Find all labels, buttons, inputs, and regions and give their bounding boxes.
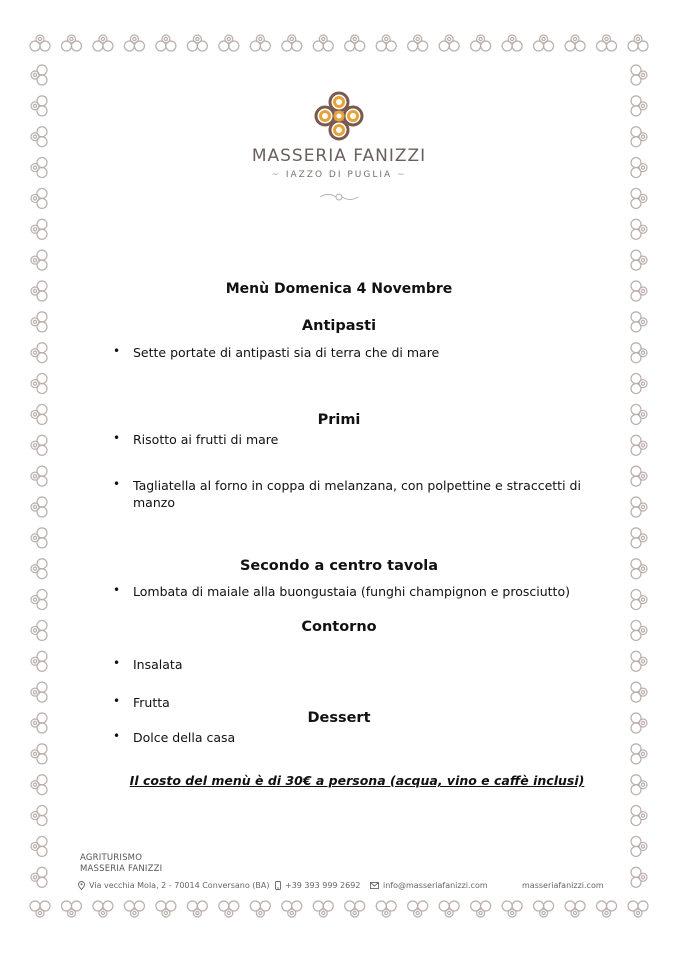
- border-motif-icon: [187, 901, 207, 917]
- footer-phone-text: +39 393 999 2692: [285, 881, 361, 890]
- border-motif-icon: [631, 651, 647, 671]
- section-heading-dessert: Dessert: [307, 710, 371, 726]
- location-pin-icon: [78, 881, 85, 890]
- swash-left-icon: ~: [271, 170, 281, 180]
- border-motif-icon: [219, 901, 239, 917]
- footer-website[interactable]: masseriafanizzi.com: [522, 881, 604, 890]
- menu-item: Frutta: [133, 695, 170, 710]
- border-motif-icon: [250, 35, 270, 51]
- border-motif-icon: [534, 35, 554, 51]
- footer-phone: [275, 881, 360, 890]
- border-motif-icon: [376, 901, 396, 917]
- brand-subtitle-text: IAZZO DI PUGLIA: [285, 170, 393, 180]
- border-motif-icon: [31, 806, 47, 826]
- footer-line-1: AGRITURISMO: [80, 853, 143, 863]
- border-motif-icon: [31, 744, 47, 764]
- border-motif-icon: [31, 590, 47, 610]
- border-motif-icon: [408, 35, 428, 51]
- border-motif-icon: [631, 836, 647, 856]
- border-motif-icon: [502, 901, 522, 917]
- section-heading-primi: Primi: [317, 412, 361, 428]
- border-motif-icon: [471, 35, 491, 51]
- bullet-icon: •: [113, 344, 121, 358]
- border-motif-icon: [124, 901, 144, 917]
- border-motif-icon: [93, 901, 113, 917]
- footer-address-text: Via vecchia Mola, 2 - 70014 Conversano (BA): [89, 881, 270, 890]
- border-motif-icon: [631, 65, 647, 85]
- border-motif-icon: [61, 901, 81, 917]
- flower-logo-icon: [309, 86, 369, 146]
- menu-item: Insalata: [133, 657, 183, 672]
- border-motif-icon: [156, 35, 176, 51]
- border-motif-icon: [31, 497, 47, 517]
- border-motif-icon: [219, 35, 239, 51]
- border-motif-icon: [376, 35, 396, 51]
- border-motif-icon: [631, 466, 647, 486]
- border-motif-icon: [31, 250, 47, 270]
- border-motif-icon: [282, 901, 302, 917]
- border-motif-icon: [31, 127, 47, 147]
- swash-right-icon: ~: [397, 170, 407, 180]
- border-motif-icon: [631, 435, 647, 455]
- brand-logo: [239, 86, 439, 146]
- border-motif-icon: [439, 35, 459, 51]
- border-motif-icon: [282, 35, 302, 51]
- footer-email-text[interactable]: info@masseriafanizzi.com: [383, 881, 488, 890]
- border-motif-icon: [345, 35, 365, 51]
- menu-item: Risotto ai frutti di mare: [133, 432, 279, 447]
- border-motif-icon: [631, 682, 647, 702]
- border-motif-icon: [631, 188, 647, 208]
- border-motif-icon: [565, 35, 585, 51]
- border-motif-icon: [250, 901, 270, 917]
- bullet-icon: •: [113, 656, 121, 670]
- section-heading-secondo: Secondo a centro tavola: [239, 558, 439, 574]
- border-motif-icon: [31, 158, 47, 178]
- brand-subtitle: [189, 170, 489, 180]
- border-motif-icon: [31, 867, 47, 887]
- bullet-icon: •: [113, 477, 121, 491]
- border-motif-icon: [631, 590, 647, 610]
- border-motif-icon: [631, 497, 647, 517]
- border-motif-icon: [631, 806, 647, 826]
- border-motif-icon: [565, 901, 585, 917]
- border-motif-icon: [31, 188, 47, 208]
- border-motif-icon: [631, 867, 647, 887]
- border-motif-icon: [628, 901, 648, 917]
- border-motif-icon: [631, 744, 647, 764]
- border-motif-icon: [628, 35, 648, 51]
- border-motif-icon: [631, 96, 647, 116]
- border-motif-icon: [31, 219, 47, 239]
- footer-address: [78, 881, 270, 890]
- border-motif-icon: [631, 158, 647, 178]
- border-motif-icon: [471, 901, 491, 917]
- border-motif-icon: [93, 35, 113, 51]
- border-motif-icon: [631, 528, 647, 548]
- menu-item: Lombata di maiale alla buongustaia (funghi champignon e prosciutto): [133, 584, 570, 599]
- border-motif-icon: [534, 901, 554, 917]
- border-motif-icon: [31, 682, 47, 702]
- footer-email[interactable]: [370, 881, 488, 890]
- border-motif-icon: [502, 35, 522, 51]
- border-motif-icon: [156, 901, 176, 917]
- border-motif-icon: [313, 35, 333, 51]
- border-motif-icon: [313, 901, 333, 917]
- bullet-icon: •: [113, 431, 121, 445]
- section-heading-antipasti: Antipasti: [301, 318, 377, 334]
- bullet-icon: •: [113, 729, 121, 743]
- menu-title: Menù Domenica 4 Novembre: [225, 281, 453, 297]
- border-motif-icon: [31, 435, 47, 455]
- border-motif-icon: [61, 35, 81, 51]
- border-motif-icon: [408, 901, 428, 917]
- border-motif-icon: [31, 374, 47, 394]
- border-motif-icon: [631, 374, 647, 394]
- small-ornament-icon: [318, 190, 360, 204]
- border-motif-icon: [31, 343, 47, 363]
- border-motif-icon: [631, 343, 647, 363]
- border-motif-icon: [631, 250, 647, 270]
- price-note: Il costo del menù è di 30€ a persona (acqua, vino e caffè inclusi): [129, 773, 585, 788]
- footer-line-2: MASSERIA FANIZZI: [80, 864, 163, 874]
- border-motif-icon: [31, 65, 47, 85]
- border-motif-icon: [31, 528, 47, 548]
- border-motif-icon: [31, 651, 47, 671]
- brand-name: MASSERIA FANIZZI: [251, 146, 427, 166]
- menu-item: Dolce della casa: [133, 730, 236, 745]
- border-motif-icon: [124, 35, 144, 51]
- bullet-icon: •: [113, 694, 121, 708]
- section-heading-contorno: Contorno: [301, 619, 377, 635]
- menu-item: Sette portate di antipasti sia di terra che di mare: [133, 345, 440, 360]
- border-motif-icon: [31, 96, 47, 116]
- border-motif-icon: [30, 901, 50, 917]
- border-motif-icon: [31, 466, 47, 486]
- border-motif-icon: [631, 127, 647, 147]
- bullet-icon: •: [113, 583, 121, 597]
- phone-icon: [275, 881, 281, 890]
- border-motif-icon: [631, 219, 647, 239]
- menu-item: Tagliatella al forno in coppa di melanzana, con polpettine e straccetti di manzo: [133, 478, 581, 510]
- border-motif-icon: [345, 901, 365, 917]
- border-motif-icon: [597, 901, 617, 917]
- border-motif-icon: [439, 901, 459, 917]
- envelope-icon: [370, 882, 379, 889]
- border-motif-icon: [30, 35, 50, 51]
- border-motif-icon: [597, 35, 617, 51]
- border-motif-icon: [187, 35, 207, 51]
- border-motif-icon: [31, 836, 47, 856]
